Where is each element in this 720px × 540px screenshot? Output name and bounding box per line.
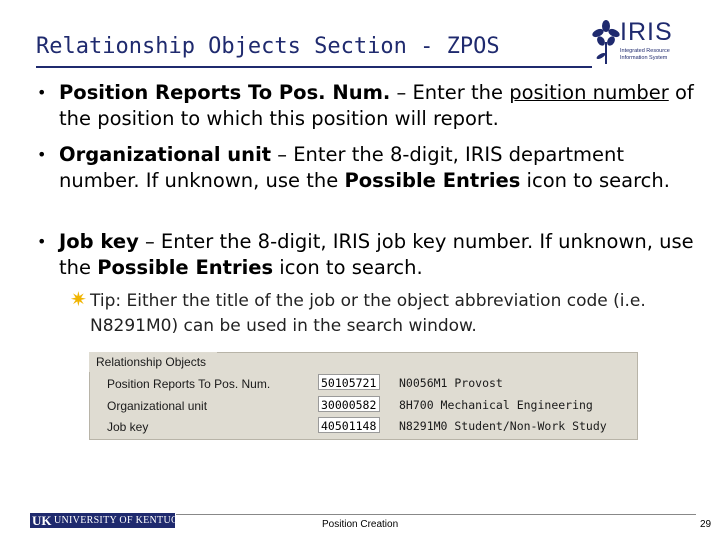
logo-subtitle-1: Integrated Resource xyxy=(620,48,670,54)
bullet-dot: • xyxy=(37,145,47,164)
field-label-organizational-unit: Organizational unit xyxy=(107,399,208,413)
bullet-dot: • xyxy=(37,83,47,102)
bullet-text: – Enter the xyxy=(390,81,510,104)
bullet-bold-text: Possible Entries xyxy=(344,169,521,192)
bullet-term: Organizational unit xyxy=(59,143,272,166)
page-number: 29 xyxy=(700,519,712,530)
bullet-text-rest: icon to search. xyxy=(273,256,423,279)
organizational-unit-description: 8H700 Mechanical Engineering xyxy=(399,398,593,412)
field-label-job-key: Job key xyxy=(107,420,149,434)
sap-panel-title: Relationship Objects xyxy=(96,355,207,369)
bullet-term: Position Reports To Pos. Num. xyxy=(59,81,391,104)
bullet-organizational-unit xyxy=(37,142,699,194)
logo-subtitle-2: Information System xyxy=(620,55,668,61)
sap-panel-border xyxy=(217,352,636,353)
slide-title: Relationship Objects Section - ZPOS xyxy=(36,34,500,59)
bullet-text: – Enter the 8-digit, IRIS job key number. If unknown, use the xyxy=(59,230,694,279)
tip-note xyxy=(70,287,700,339)
iris-logo xyxy=(592,18,672,68)
logo-wordmark: IRIS xyxy=(620,18,673,46)
flower-icon xyxy=(592,20,620,66)
bullet-job-key xyxy=(37,229,699,281)
position-reports-to-input[interactable]: 50105721 xyxy=(318,374,380,390)
university-logo xyxy=(30,513,194,528)
footer-title: Position Creation xyxy=(322,519,399,530)
bullet-dot: • xyxy=(37,232,47,251)
job-key-input[interactable]: 40501148 xyxy=(318,417,380,433)
organizational-unit-input[interactable]: 30000582 xyxy=(318,396,380,412)
uk-mark: UK xyxy=(32,513,52,528)
uk-wordmark: UNIVERSITY OF KENTUCKY xyxy=(54,515,194,526)
bullet-position-reports-to xyxy=(37,80,699,132)
tip-text: Tip: Either the title of the job or the object abbreviation code (i.e. N8291M0) can be used in the search window. xyxy=(90,291,646,336)
bullet-text-rest: icon to search. xyxy=(520,169,670,192)
field-label-position-reports-to: Position Reports To Pos. Num. xyxy=(107,377,271,391)
footer-rule xyxy=(176,514,696,515)
star-icon: ✷ xyxy=(70,287,87,311)
job-key-description: N8291M0 Student/Non-Work Study xyxy=(399,419,607,433)
position-reports-to-description: N0056M1 Provost xyxy=(399,376,503,390)
bullet-text: – Enter the 8-digit, IRIS department number. If unknown, use the xyxy=(59,143,625,192)
bullet-term: Job key xyxy=(59,230,139,253)
bullet-text-rest: of the position to which this position will report. xyxy=(59,81,694,130)
bullet-underlined-text: position number xyxy=(509,81,669,104)
bullet-bold-text: Possible Entries xyxy=(97,256,274,279)
title-underline xyxy=(36,66,592,68)
